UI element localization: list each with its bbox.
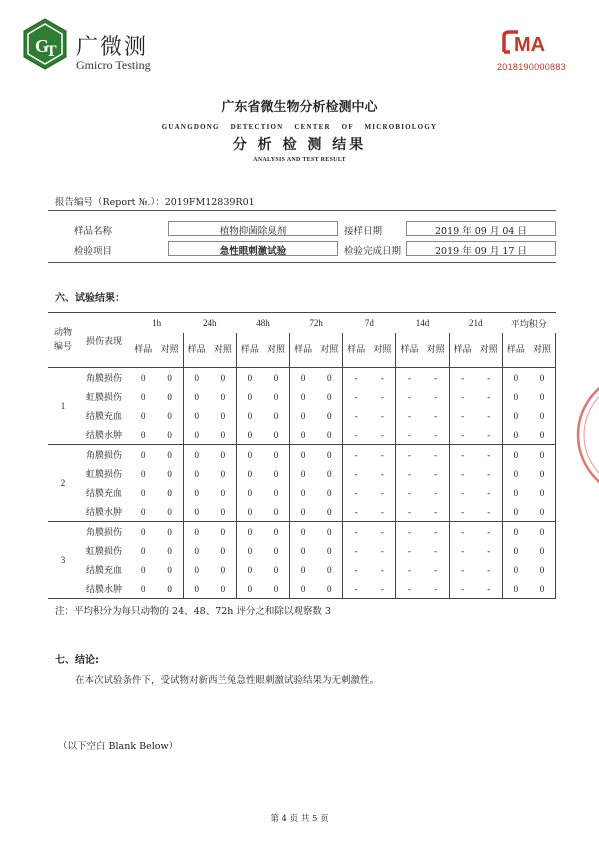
blank-below-note: （以下空白 Blank Below）: [58, 741, 179, 752]
score-cell: 0: [210, 541, 237, 560]
table-note: 注：平均积分为每只动物的 24、48、72h 评分之和除以观察数 3: [55, 606, 331, 617]
score-cell: 0: [502, 425, 529, 445]
score-cell: 0: [247, 526, 253, 537]
score-cell: -: [354, 545, 358, 556]
header-damage: 损伤表现: [78, 313, 130, 368]
subheader-control-3: 对照: [316, 333, 343, 368]
score-cell: 0: [141, 487, 146, 498]
score-cell: 0: [157, 464, 184, 483]
cma-number: 2018190000883: [497, 62, 566, 72]
score-cell: -: [423, 483, 450, 502]
score-cell: 0: [529, 445, 556, 465]
gmicro-logo-icon: [22, 18, 68, 70]
score-cell: -: [407, 487, 411, 498]
subheader-control-2: 对照: [263, 333, 290, 368]
score-cell: -: [407, 526, 411, 537]
table-row: [48, 445, 556, 465]
score-cell: 0: [513, 372, 519, 383]
score-cell: -: [461, 449, 465, 460]
score-cell: 0: [247, 564, 253, 575]
score-cell: 0: [513, 545, 519, 556]
score-cell: 0: [247, 468, 253, 479]
score-cell: -: [369, 483, 396, 502]
subheader-sample-5: 样品: [396, 333, 423, 368]
header-time-7d: 7d: [343, 313, 396, 334]
score-cell: -: [407, 545, 411, 556]
score-cell: -: [476, 579, 503, 599]
score-cell: 0: [194, 449, 199, 460]
damage-type: 角膜损伤: [85, 528, 122, 538]
score-cell: 0: [529, 522, 556, 542]
table-row: [48, 387, 556, 406]
score-cell: -: [369, 560, 396, 579]
score-cell: 0: [529, 464, 556, 483]
score-cell: 0: [130, 579, 157, 599]
info-row-1: [48, 219, 556, 239]
score-cell: 0: [316, 464, 343, 483]
score-cell: 0: [316, 387, 343, 406]
score-cell: -: [423, 445, 450, 465]
section-6-title: 六、试验结果：: [55, 293, 125, 304]
logo-english-name: Gmicro Testing: [76, 58, 151, 72]
score-cell: -: [407, 372, 411, 383]
score-cell: 0: [513, 526, 519, 537]
score-cell: 0: [316, 541, 343, 560]
score-cell: 0: [316, 425, 343, 445]
score-cell: -: [369, 579, 396, 599]
score-cell: 0: [130, 425, 157, 445]
table-row: [48, 464, 556, 483]
animal-id: 1: [48, 368, 78, 445]
score-cell: 0: [210, 406, 237, 425]
score-cell: 0: [157, 560, 184, 579]
table-row: [48, 368, 556, 388]
header-time-72h: 72h: [290, 313, 343, 334]
report-number: [55, 194, 255, 208]
score-cell: 0: [157, 368, 184, 388]
table-row: [48, 425, 556, 445]
score-cell: -: [354, 449, 358, 460]
score-cell: 0: [236, 425, 263, 445]
subheader-control-5: 对照: [423, 333, 450, 368]
score-cell: -: [369, 425, 396, 445]
score-cell: -: [449, 579, 476, 599]
score-cell: 0: [529, 502, 556, 522]
center-title-cn: 广东省微生物分析检测中心: [221, 100, 378, 115]
score-cell: 0: [210, 483, 237, 502]
score-cell: -: [407, 391, 411, 402]
score-cell: -: [354, 410, 358, 421]
subheader-control-6: 对照: [476, 333, 503, 368]
score-cell: 0: [210, 387, 237, 406]
score-cell: -: [423, 464, 450, 483]
score-cell: -: [423, 541, 450, 560]
subheader-sample-4: 样品: [343, 333, 370, 368]
conclusion-text: 在本次试验条件下，受试物对新西兰兔急性眼刺激试验结果为无刺激性。: [75, 675, 380, 686]
score-cell: -: [461, 545, 465, 556]
svg-text:MA: MA: [514, 34, 546, 56]
score-cell: -: [423, 502, 450, 522]
header-time-1h: 1h: [130, 313, 183, 334]
score-cell: 0: [141, 391, 146, 402]
score-cell: 0: [316, 368, 343, 388]
score-cell: 0: [183, 425, 210, 445]
score-cell: -: [476, 445, 503, 465]
score-cell: 0: [300, 487, 306, 498]
score-cell: 0: [513, 449, 519, 460]
score-cell: -: [354, 372, 358, 383]
score-cell: 0: [263, 541, 290, 560]
section-7-title: 七、结论:: [55, 655, 99, 666]
score-cell: 0: [263, 445, 290, 465]
score-cell: -: [461, 526, 465, 537]
score-cell: 0: [300, 449, 306, 460]
animal-id: 2: [48, 445, 78, 522]
header-time-24h: 24h: [183, 313, 236, 334]
score-cell: 0: [300, 468, 306, 479]
score-cell: 0: [194, 391, 199, 402]
header-average-score: 平均积分: [502, 313, 555, 334]
subheader-control-0: 对照: [157, 333, 184, 368]
score-cell: -: [423, 560, 450, 579]
score-cell: 0: [141, 468, 146, 479]
score-cell: 0: [513, 468, 519, 479]
receive-date-label: 接样日期: [344, 226, 383, 237]
score-cell: -: [423, 387, 450, 406]
subheader-control-4: 对照: [369, 333, 396, 368]
report-number-label: 报告编号（Report №.）：: [55, 197, 165, 208]
score-cell: -: [407, 468, 411, 479]
score-cell: 0: [263, 483, 290, 502]
score-cell: -: [369, 387, 396, 406]
score-cell: 0: [141, 372, 146, 383]
score-cell: 0: [316, 522, 343, 542]
score-cell: 0: [529, 541, 556, 560]
score-cell: 0: [194, 468, 199, 479]
header-time-21d: 21d: [449, 313, 502, 334]
score-cell: 0: [513, 391, 519, 402]
score-cell: 0: [263, 425, 290, 445]
score-cell: -: [423, 425, 450, 445]
score-cell: -: [396, 502, 423, 522]
score-cell: 0: [141, 564, 146, 575]
score-cell: 0: [194, 410, 199, 421]
divider: [48, 262, 556, 263]
score-cell: 0: [263, 387, 290, 406]
test-item-label: 检验项目: [74, 246, 113, 257]
header-time-14d: 14d: [396, 313, 449, 334]
subheader-sample-0: 样品: [130, 333, 157, 368]
score-cell: 0: [263, 502, 290, 522]
score-cell: -: [423, 579, 450, 599]
center-title-en: GUANGDONG DETECTION CENTER OF MICROBIOLOGY: [161, 123, 438, 131]
table-row: [48, 579, 556, 599]
cma-certification-icon: [500, 28, 558, 56]
score-cell: 0: [157, 387, 184, 406]
score-cell: 0: [316, 406, 343, 425]
score-cell: 0: [247, 449, 253, 460]
score-cell: 0: [236, 502, 263, 522]
damage-type: 结膜水肿: [78, 579, 130, 599]
score-cell: -: [396, 579, 423, 599]
score-cell: -: [423, 522, 450, 542]
subheader-control-7: 对照: [529, 333, 556, 368]
score-cell: 0: [263, 368, 290, 388]
score-cell: 0: [157, 425, 184, 445]
score-cell: 0: [183, 579, 210, 599]
score-cell: 0: [316, 483, 343, 502]
score-cell: 0: [529, 387, 556, 406]
score-cell: 0: [316, 445, 343, 465]
damage-type: 角膜损伤: [85, 374, 122, 384]
score-cell: 0: [194, 545, 199, 556]
score-cell: -: [449, 425, 476, 445]
score-cell: 0: [290, 502, 317, 522]
score-cell: 0: [247, 372, 253, 383]
score-cell: -: [354, 526, 358, 537]
score-cell: -: [423, 406, 450, 425]
score-cell: 0: [210, 445, 237, 465]
damage-type: 结膜水肿: [78, 425, 130, 445]
score-cell: 0: [157, 579, 184, 599]
score-cell: -: [461, 410, 465, 421]
damage-type: 虹膜损伤: [85, 393, 122, 403]
score-cell: 0: [157, 445, 184, 465]
score-cell: -: [369, 406, 396, 425]
score-cell: 0: [183, 502, 210, 522]
score-cell: -: [476, 560, 503, 579]
subheader-sample-3: 样品: [290, 333, 317, 368]
score-cell: 0: [300, 391, 306, 402]
score-cell: -: [369, 445, 396, 465]
table-row: [48, 560, 556, 579]
score-cell: 0: [513, 487, 519, 498]
score-cell: 0: [210, 502, 237, 522]
score-cell: -: [476, 406, 503, 425]
score-cell: 0: [130, 502, 157, 522]
table-row: [48, 502, 556, 522]
results-table: [48, 312, 556, 599]
score-cell: -: [354, 564, 358, 575]
score-cell: 0: [502, 502, 529, 522]
animal-id: 3: [48, 522, 78, 599]
score-cell: 0: [210, 464, 237, 483]
info-row-2: [48, 239, 556, 259]
score-cell: 0: [157, 541, 184, 560]
score-cell: 0: [263, 579, 290, 599]
page-number: 第 4 页 共 5 页: [270, 814, 329, 824]
seal-stamp-icon: [570, 370, 599, 500]
score-cell: 0: [141, 526, 146, 537]
subheader-sample-2: 样品: [236, 333, 263, 368]
score-cell: -: [461, 372, 465, 383]
damage-type: 结膜充血: [85, 412, 122, 422]
score-cell: 0: [263, 406, 290, 425]
score-cell: 0: [300, 372, 306, 383]
score-cell: -: [407, 449, 411, 460]
score-cell: -: [461, 564, 465, 575]
test-item-value: 急性眼刺激试验: [219, 246, 287, 257]
score-cell: 0: [513, 410, 519, 421]
score-cell: -: [369, 464, 396, 483]
score-cell: 0: [529, 406, 556, 425]
logo-chinese-name: 广微测: [76, 35, 149, 60]
score-cell: 0: [194, 564, 199, 575]
damage-type: 虹膜损伤: [85, 547, 122, 557]
report-subtitle-cn: 分 析 检 测 结果: [232, 137, 367, 153]
score-cell: -: [476, 541, 503, 560]
table-row: [48, 541, 556, 560]
score-cell: 0: [210, 368, 237, 388]
table-row: [48, 483, 556, 502]
score-cell: 0: [529, 579, 556, 599]
score-cell: 0: [194, 526, 199, 537]
score-cell: -: [476, 502, 503, 522]
table-row: [48, 406, 556, 425]
complete-date-label: 检验完成日期: [344, 246, 402, 257]
svg-text:G: G: [35, 36, 50, 56]
score-cell: -: [354, 468, 358, 479]
score-cell: -: [369, 541, 396, 560]
score-cell: -: [449, 502, 476, 522]
score-cell: 0: [529, 560, 556, 579]
subheader-sample-1: 样品: [183, 333, 210, 368]
damage-type: 结膜水肿: [78, 502, 130, 522]
score-cell: 0: [236, 579, 263, 599]
svg-text:T: T: [46, 43, 57, 60]
score-cell: 0: [141, 410, 146, 421]
score-cell: -: [369, 522, 396, 542]
header-animal-id: [48, 313, 78, 368]
score-cell: 0: [210, 560, 237, 579]
score-cell: -: [461, 487, 465, 498]
table-header-row: [48, 313, 556, 334]
score-cell: -: [476, 522, 503, 542]
score-cell: 0: [247, 487, 253, 498]
score-cell: 0: [194, 487, 199, 498]
score-cell: 0: [263, 464, 290, 483]
score-cell: -: [476, 483, 503, 502]
damage-type: 结膜充血: [85, 566, 122, 576]
score-cell: 0: [300, 545, 306, 556]
score-cell: -: [476, 387, 503, 406]
damage-type: 虹膜损伤: [85, 470, 122, 480]
score-cell: 0: [316, 502, 343, 522]
score-cell: 0: [502, 579, 529, 599]
score-cell: 0: [141, 545, 146, 556]
score-cell: 0: [247, 391, 253, 402]
damage-type: 结膜充血: [85, 489, 122, 499]
score-cell: 0: [290, 579, 317, 599]
score-cell: 0: [529, 425, 556, 445]
score-cell: 0: [529, 483, 556, 502]
score-cell: 0: [210, 425, 237, 445]
score-cell: 0: [263, 522, 290, 542]
report-number-value: 2019FM12839R01: [164, 197, 255, 208]
score-cell: -: [461, 468, 465, 479]
score-cell: 0: [157, 522, 184, 542]
score-cell: 0: [300, 410, 306, 421]
score-cell: -: [476, 425, 503, 445]
sample-name-value: 植物抑菌除臭剂: [219, 226, 287, 237]
header-time-48h: 48h: [236, 313, 289, 334]
receive-date-value: 2019 年 09 月 04 日: [435, 226, 527, 237]
score-cell: 0: [157, 502, 184, 522]
score-cell: 0: [247, 545, 253, 556]
score-cell: -: [461, 391, 465, 402]
score-cell: 0: [529, 368, 556, 388]
score-cell: -: [369, 368, 396, 388]
score-cell: 0: [300, 526, 306, 537]
score-cell: 0: [194, 372, 199, 383]
score-cell: 0: [141, 449, 146, 460]
damage-type: 角膜损伤: [85, 451, 122, 461]
divider: [48, 210, 556, 211]
score-cell: 0: [210, 579, 237, 599]
report-subtitle-en: ANALYSIS AND TEST RESULT: [253, 157, 346, 163]
subheader-control-1: 对照: [210, 333, 237, 368]
score-cell: -: [476, 464, 503, 483]
results-table-body: [48, 313, 556, 599]
complete-date-value: 2019 年 09 月 17 日: [435, 246, 527, 257]
score-cell: -: [343, 502, 370, 522]
score-cell: -: [343, 425, 370, 445]
score-cell: 0: [247, 410, 253, 421]
score-cell: -: [396, 425, 423, 445]
header-animal-id-text: 动物编号: [53, 328, 72, 352]
score-cell: 0: [157, 483, 184, 502]
table-row: [48, 522, 556, 542]
score-cell: -: [407, 410, 411, 421]
score-cell: -: [343, 579, 370, 599]
score-cell: 0: [513, 564, 519, 575]
score-cell: 0: [157, 406, 184, 425]
score-cell: -: [369, 502, 396, 522]
score-cell: -: [354, 391, 358, 402]
score-cell: -: [354, 487, 358, 498]
score-cell: 0: [316, 560, 343, 579]
subheader-sample-7: 样品: [502, 333, 529, 368]
score-cell: 0: [316, 579, 343, 599]
sample-name-label: 样品名称: [74, 226, 113, 237]
score-cell: 0: [290, 425, 317, 445]
score-cell: 0: [300, 564, 306, 575]
score-cell: -: [423, 368, 450, 388]
score-cell: -: [476, 368, 503, 388]
subheader-sample-6: 样品: [449, 333, 476, 368]
score-cell: 0: [210, 522, 237, 542]
score-cell: -: [407, 564, 411, 575]
score-cell: 0: [263, 560, 290, 579]
